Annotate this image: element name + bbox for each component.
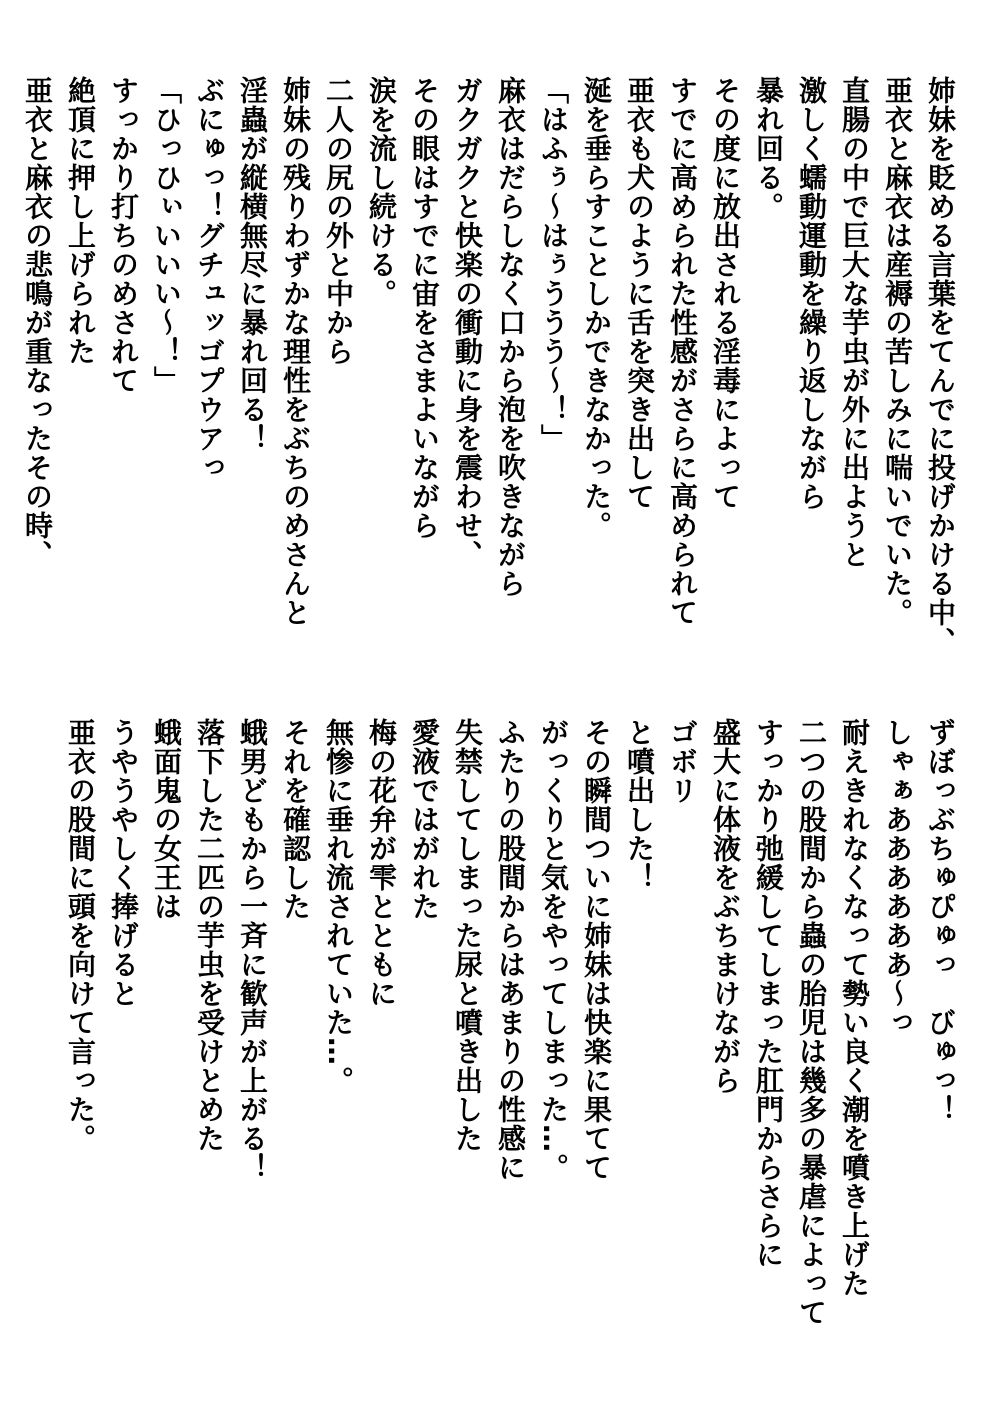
text-line: すでに高められた性感がさらに高められて bbox=[666, 76, 699, 627]
text-line: しゃぁああああああ～っ bbox=[881, 718, 914, 1037]
text-line: 姉妹の残りわずかな理性をぶちのめさんと bbox=[279, 76, 312, 627]
text-line: 失禁してしまった尿と噴き出した bbox=[451, 718, 484, 1153]
text-line: すっかり弛緩してしまった肛門からさらに bbox=[752, 718, 785, 1269]
text-line: 盛大に体液をぶちまけながら bbox=[709, 718, 742, 1095]
text-line: すっかり打ちのめされて bbox=[107, 76, 140, 395]
text-line: 梅の花弁が雫とともに bbox=[365, 718, 398, 1008]
text-line: うやうやしく捧げると bbox=[107, 718, 140, 1008]
text-line: 涎を垂らすことしかできなかった。 bbox=[580, 76, 613, 540]
text-line: 亜衣と麻衣の悲鳴が重なったその時、 bbox=[21, 76, 54, 569]
text-line: 直腸の中で巨大な芋虫が外に出ようと bbox=[838, 76, 871, 569]
text-line: ずぼっぶちゅぴゅっ びゅっ！ bbox=[924, 718, 957, 1124]
text-line: ゴボリ bbox=[666, 718, 699, 805]
text-line: その度に放出される淫毒によって bbox=[709, 76, 742, 511]
text-line: 二人の尻の外と中から bbox=[322, 76, 355, 366]
text-line: 絶頂に押し上げられた bbox=[64, 76, 97, 366]
text-line: 落下した二匹の芋虫を受けとめた bbox=[193, 718, 226, 1153]
text-line: その瞬間ついに姉妹は快楽に果てて bbox=[580, 718, 613, 1182]
text-line: 無惨に垂れ流されていた…。 bbox=[322, 718, 355, 1095]
text-line: 亜衣も犬のように舌を突き出して bbox=[623, 76, 656, 511]
text-line: 愛液ではがれた bbox=[408, 718, 441, 921]
text-block-bottom bbox=[59, 718, 962, 1378]
text-line: 耐えきれなくなって勢い良く潮を噴き上げた bbox=[838, 718, 871, 1298]
text-block-top bbox=[16, 76, 962, 676]
text-line: その眼はすでに宙をさまよいながら bbox=[408, 76, 441, 540]
text-line: 二つの股間から蟲の胎児は幾多の暴虐によって bbox=[795, 718, 828, 1327]
text-line: それを確認した bbox=[279, 718, 312, 921]
text-line: 暴れ回る。 bbox=[752, 76, 785, 221]
text-line: 「ひっひぃいいい～！」 bbox=[150, 76, 183, 395]
text-line: 麻衣はだらしなく口から泡を吹きながら bbox=[494, 76, 527, 598]
text-line: ふたりの股間からはあまりの性感に bbox=[494, 718, 527, 1182]
text-line: がっくりと気をやってしまった…。 bbox=[537, 718, 570, 1182]
text-line: ガクガクと快楽の衝動に身を震わせ、 bbox=[451, 76, 484, 569]
text-line: 涙を流し続ける。 bbox=[365, 76, 398, 308]
text-line: 淫蟲が縦横無尽に暴れ回る！ bbox=[236, 76, 269, 453]
text-line: 「はふぅ～はぅううう～！」 bbox=[537, 76, 570, 453]
text-line: ぶにゅっ！グチュッゴプウアっ bbox=[193, 76, 226, 482]
text-line: 蛾男どもから一斉に歓声が上がる！ bbox=[236, 718, 269, 1182]
text-line: 亜衣の股間に頭を向けて言った。 bbox=[64, 718, 97, 1153]
text-line: 激しく蠕動運動を繰り返しながら bbox=[795, 76, 828, 511]
text-line: 姉妹を貶める言葉をてんでに投げかける中、 bbox=[924, 76, 957, 656]
text-line: と噴出した！ bbox=[623, 718, 656, 892]
text-line: 亜衣と麻衣は産褥の苦しみに喘いでいた。 bbox=[881, 76, 914, 627]
text-line: 蛾面鬼の女王は bbox=[150, 718, 183, 921]
